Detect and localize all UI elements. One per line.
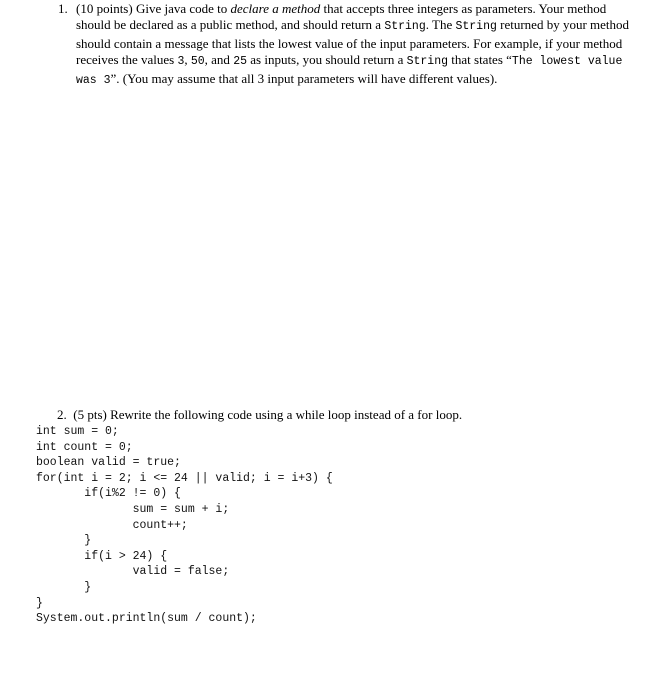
code-block — [36, 424, 333, 627]
inline-code-message: The lowest value was 3 — [76, 55, 623, 87]
code-line: valid = false; — [36, 565, 230, 579]
inline-code: String — [455, 20, 497, 34]
code-line: sum = sum + i; — [36, 502, 230, 516]
code-line: if(i%2 != 0) { — [36, 487, 181, 501]
code-line: } — [36, 534, 92, 548]
emphasis-declare-method: declare a method — [230, 1, 321, 16]
code-line: if(i > 24) { — [36, 549, 168, 563]
code-line: for(int i = 2; i <= 24 || valid; i = i+3) { — [36, 471, 333, 485]
question-1-number: 1. — [58, 1, 68, 16]
question-2-heading — [57, 407, 462, 423]
question-2-number: 2. — [57, 407, 67, 422]
inline-code: String — [384, 20, 426, 34]
code-line: boolean valid = true; — [36, 456, 181, 470]
inline-code: String — [406, 55, 449, 69]
code-line: } — [36, 580, 92, 594]
inline-code: 25 — [233, 55, 247, 69]
question-1 — [58, 1, 638, 89]
code-line: int count = 0; — [36, 440, 133, 454]
inline-code: 3 — [177, 55, 185, 69]
code-line: System.out.println(sum / count); — [36, 612, 257, 626]
question-1-text: (10 points) Give java code to declare a method that accepts three integers as parameters. Your method should be declared as a public method, and should return a String. The String returned by your method should contain a message that lists the lowest value of the input parameters. For example, if your method receives the values 3, 50, and 25 as inputs, you should return a String that states “The lowest value was 3”. (You may assume that all 3 input parameters will have different values). — [76, 1, 630, 87]
code-line: } — [36, 596, 43, 610]
code-line: count++; — [36, 518, 188, 532]
code-line: int sum = 0; — [36, 425, 119, 438]
inline-code: 50 — [190, 55, 205, 69]
question-2-text: (5 pts) Rewrite the following code using a while loop instead of a for loop. — [73, 407, 463, 422]
